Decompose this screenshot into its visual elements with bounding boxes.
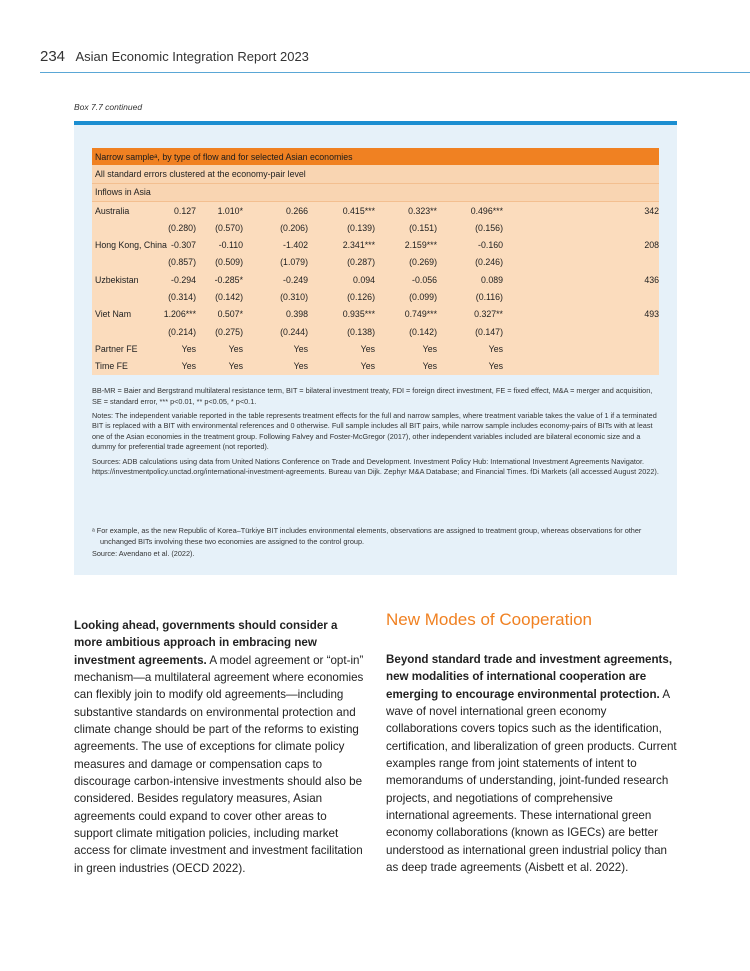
table-subtitle: All standard errors clustered at the economy-pair level <box>92 165 659 183</box>
table-cell: 0.089 <box>480 274 503 285</box>
table-row <box>92 358 659 375</box>
report-title: Asian Economic Integration Report 2023 <box>75 49 309 64</box>
table-cell: Yes <box>488 343 503 354</box>
table-cell: (0.214) <box>168 326 196 337</box>
table-cell: (0.126) <box>347 292 375 303</box>
table-cell: 0.094 <box>352 274 375 285</box>
box-top-bar <box>74 121 677 125</box>
table-cell: Yes <box>228 361 243 372</box>
notes-text: Notes: The independent variable reported in the table represents treatment effects for the full and narrow samples, where treatment variable takes the value of 1 if a terminated BIT is replaced with a BIT with environmental references and 0 otherwise. Full sample includes all BIT pairs, while narrow sample includes economy-pairs of BITs with at least one of the Asian economies in the treatment group. Following Falvey and Foster-McGregor (2017), other independent variables included are bilateral economic size and a dummy for preferential trade agreement (not reported). <box>92 410 657 452</box>
table-cell: (0.099) <box>409 292 437 303</box>
table-cell: 342 <box>644 205 659 216</box>
row-label: Time FE <box>95 361 128 372</box>
table-title: Narrow sampleᵃ, by type of flow and for selected Asian economies <box>92 148 659 165</box>
table-cell: 2.159*** <box>404 240 437 251</box>
table-cell: -0.110 <box>218 240 243 251</box>
table-cell: (1.079) <box>280 257 308 268</box>
table-cell: -0.056 <box>412 274 437 285</box>
left-column-paragraph <box>74 617 366 877</box>
table-cell: 0.323** <box>408 205 437 216</box>
right-body: A wave of novel international green economy collaborations covers topics such as the identification, certification, and liberalization of green products. Current examples range from joint statements of intent to memorandums of understanding, joint-funded research projects, and negotiations of comprehensive international agreements. These international green economy collaborations (known as IGECs) are better understood as international green industrial policy than as deep trade agreements (Aisbett et al. 2022). <box>386 687 677 875</box>
table-notes <box>92 386 659 481</box>
table-cell: (0.139) <box>347 222 375 233</box>
left-body: A model agreement or “opt-in” mechanism—a multilateral agreement where economies can flexibly join to modify old agreements—including substantive standards on environmental protection and climate change should be part of the reforms to existing agreements. The use of exceptions for climate policy measures and damage or compensation caps to discourage carbon-intensive investments should also be considered. Besides regulatory measures, Asian agreements could expand to cover other areas to support climate mitigation policies, including market access for climate investment and investment facilitation in green industries (OECD 2022). <box>74 653 364 875</box>
table-cell: (0.151) <box>409 222 437 233</box>
row-label: Partner FE <box>95 343 138 354</box>
table-cell: (0.147) <box>475 326 503 337</box>
footnote-a: ᵃ For example, as the new Republic of Korea–Türkiye BIT includes environmental elements, observations are assigned to treatment group, whereas observations for other unchanged BITs involving these two economies are assigned to the control group. <box>92 526 642 546</box>
table-cell: Yes <box>181 361 196 372</box>
table-cell: -1.402 <box>283 240 308 251</box>
header-rule <box>40 72 750 73</box>
table-body <box>92 202 659 375</box>
table-cell: Yes <box>422 361 437 372</box>
table-cell: -0.285* <box>214 274 243 285</box>
table-cell: 0.398 <box>285 309 308 320</box>
table-cell: (0.314) <box>168 292 196 303</box>
table-cell: (0.509) <box>215 257 243 268</box>
table-cell: 0.496*** <box>470 205 503 216</box>
table-cell: (0.857) <box>168 257 196 268</box>
table-cell: 0.749*** <box>404 309 437 320</box>
table-row <box>92 340 659 357</box>
table-cell: -0.307 <box>171 240 196 251</box>
table-cell: 208 <box>644 240 659 251</box>
table-cell: 0.327** <box>474 309 503 320</box>
right-column-paragraph <box>386 651 678 876</box>
section-heading: New Modes of Cooperation <box>386 610 593 629</box>
left-bold-lead: Looking ahead, governments should consider a more ambitious approach in embracing new investment agreements. <box>74 619 338 667</box>
sources-text: Sources: ADB calculations using data from United Nations Conference on Trade and Development. Investment Policy Hub: International Investment Agreements Navigator. https://investmentpolicy.unctad.org/international-investment-agreements. Bureau van Dijk. Zephyr M&A Database; and Financial Times. fDi Markets (all accessed August 2022). <box>92 456 659 477</box>
box-source: Source: Avendano et al. (2022). <box>92 549 195 559</box>
table-cell: 0.935*** <box>342 309 375 320</box>
table-cell: -0.249 <box>283 274 308 285</box>
row-label: Viet Nam <box>95 309 132 320</box>
table-cell: Yes <box>228 343 243 354</box>
abbreviations-note: BB-MR = Baier and Bergstrand multilateral resistance term, BIT = bilateral investment treaty, FDI = foreign direct investment, FE = fixed effect, M&A = merger and acquisition, SE = standard error, *** p<0.01, ** p<0.05, * p<0.1. <box>92 386 653 406</box>
table-cell: Yes <box>422 343 437 354</box>
table-cell: (0.246) <box>475 257 503 268</box>
table-cell: 436 <box>644 274 659 285</box>
table-cell: (0.142) <box>409 326 437 337</box>
table-cell: (0.570) <box>215 222 243 233</box>
table-cell: (0.156) <box>475 222 503 233</box>
table-cell: (0.275) <box>215 326 243 337</box>
table-row <box>92 254 659 271</box>
table-cell: (0.287) <box>347 257 375 268</box>
results-table <box>92 148 659 375</box>
box-panel <box>74 121 677 575</box>
table-row <box>92 288 659 305</box>
table-cell: 1.010* <box>217 205 243 216</box>
table-cell: Yes <box>488 361 503 372</box>
table-cell: 2.341*** <box>342 240 375 251</box>
table-cell: 0.127 <box>173 205 196 216</box>
table-cell: (0.244) <box>280 326 308 337</box>
table-section: Inflows in Asia <box>92 184 659 202</box>
table-row <box>92 306 659 323</box>
page-number: 234 <box>40 48 66 65</box>
table-row <box>92 271 659 288</box>
row-label: Uzbekistan <box>95 274 139 285</box>
table-cell: (0.206) <box>280 222 308 233</box>
table-row <box>92 219 659 236</box>
table-cell: (0.138) <box>347 326 375 337</box>
table-cell: Yes <box>181 343 196 354</box>
table-cell: -0.294 <box>171 274 196 285</box>
table-cell: 493 <box>644 309 659 320</box>
table-cell: (0.280) <box>168 222 196 233</box>
table-cell: Yes <box>293 361 308 372</box>
table-cell: 0.415*** <box>342 205 375 216</box>
table-row <box>92 202 659 219</box>
table-cell: 0.507* <box>217 309 243 320</box>
table-cell: (0.310) <box>280 292 308 303</box>
table-cell: Yes <box>360 361 375 372</box>
row-label: Hong Kong, China <box>95 240 167 251</box>
table-cell: -0.160 <box>478 240 503 251</box>
table-row <box>92 323 659 340</box>
box-footnotes <box>92 526 659 562</box>
table-cell: Yes <box>293 343 308 354</box>
right-bold-lead: Beyond standard trade and investment agreements, new modalities of international cooperation are emerging to encourage environmental protection. <box>386 653 673 701</box>
table-cell: (0.116) <box>475 292 503 303</box>
table-cell: 0.266 <box>285 205 308 216</box>
table-cell: (0.269) <box>409 257 437 268</box>
table-row <box>92 236 659 253</box>
table-cell: Yes <box>360 343 375 354</box>
box-label: Box 7.7 continued <box>74 102 143 112</box>
row-label: Australia <box>95 205 130 216</box>
page-header <box>40 48 750 74</box>
table-cell: 1.206*** <box>163 309 196 320</box>
table-cell: (0.142) <box>215 292 243 303</box>
